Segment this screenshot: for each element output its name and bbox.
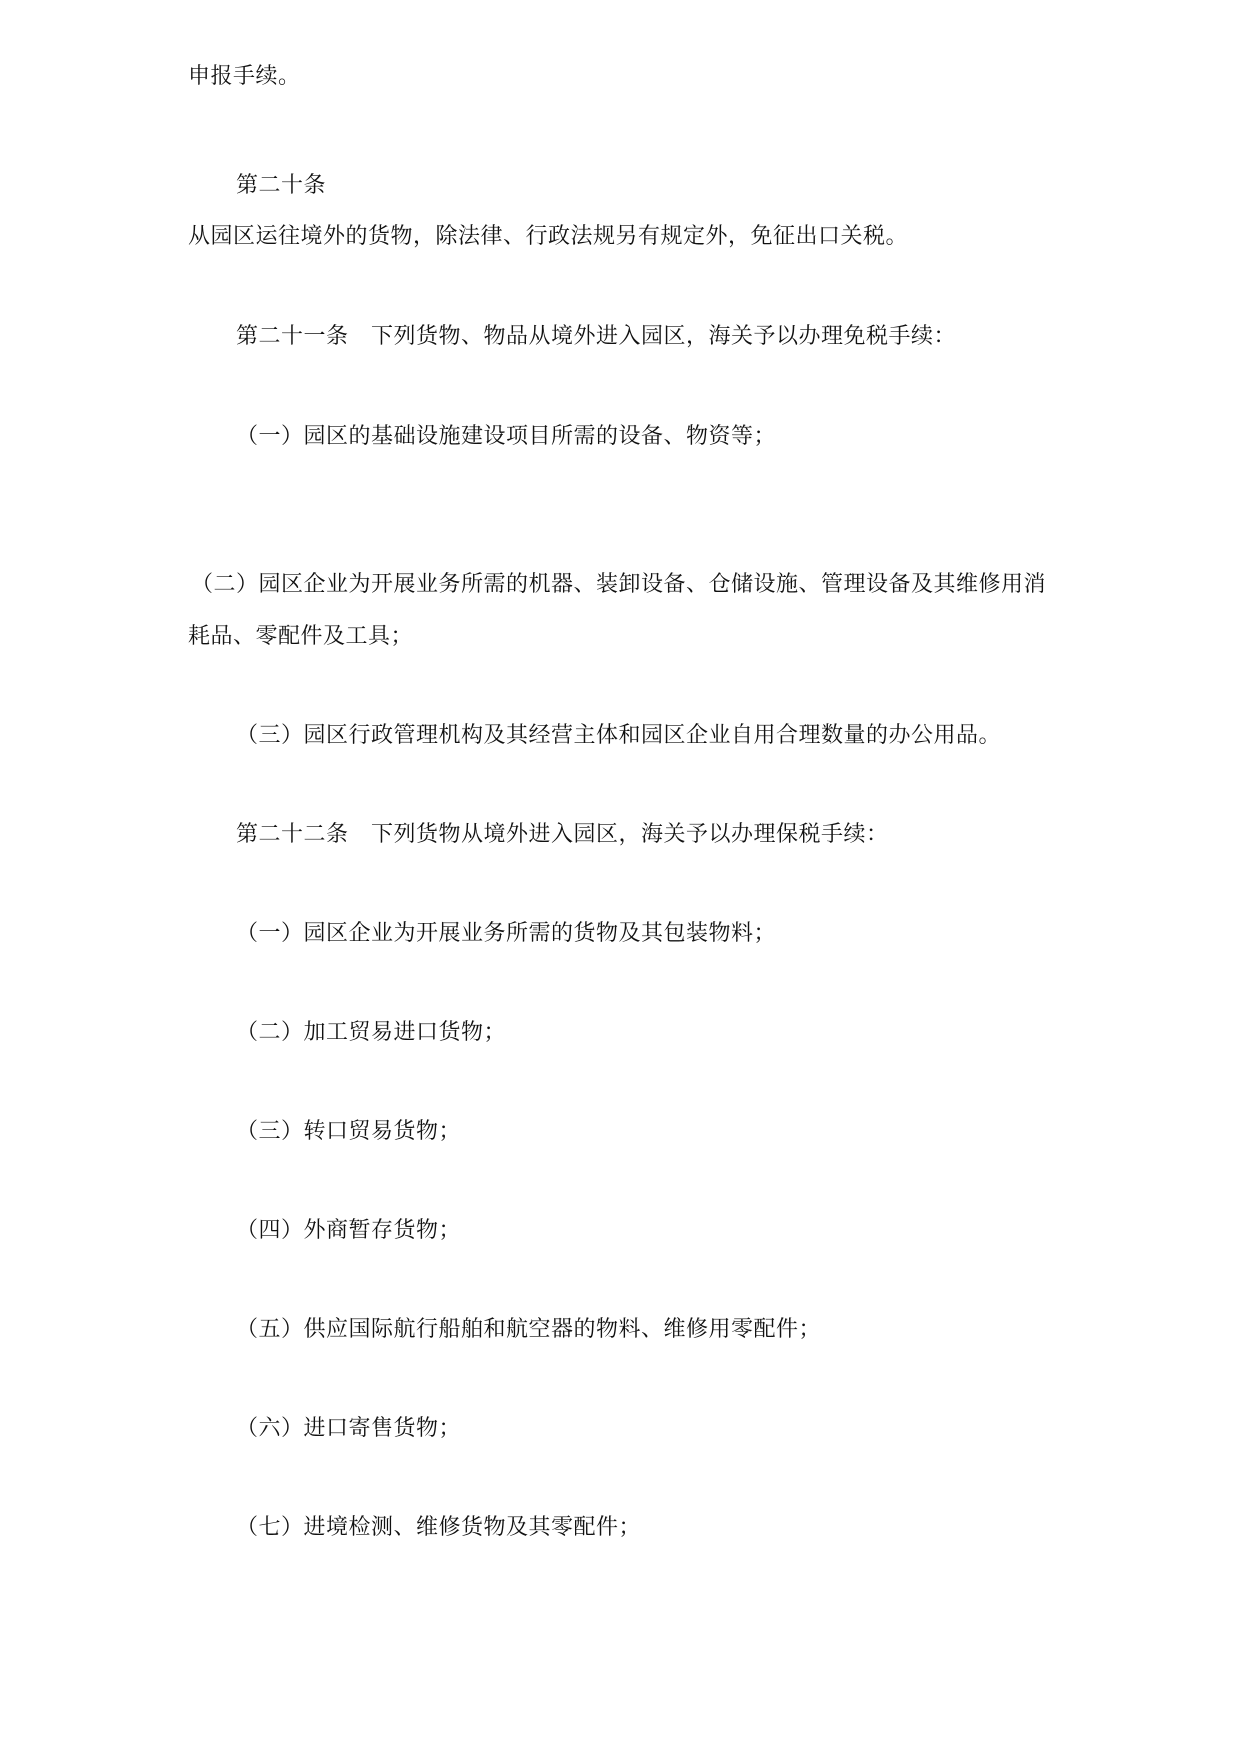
article-21-item-3: （三）园区行政管理机构及其经营主体和园区企业自用合理数量的办公用品。 <box>236 723 1002 748</box>
article-22-heading: 第二十二条 下列货物从境外进入园区，海关予以办理保税手续： <box>236 822 889 847</box>
article-21-item-2-line-1: （二）园区企业为开展业务所需的机器、装卸设备、仓储设施、管理设备及其维修用消 <box>191 572 1047 597</box>
article-20-heading: 第二十条 <box>236 173 327 198</box>
article-20-body: 从园区运往境外的货物，除法律、行政法规另有规定外，免征出口关税。 <box>188 224 909 249</box>
article-21-item-2-line-2: 耗品、零配件及工具； <box>188 624 414 649</box>
text-line-continuation: 申报手续。 <box>188 64 301 89</box>
article-22-item-5: （五）供应国际航行船舶和航空器的物料、维修用零配件； <box>236 1317 822 1342</box>
article-22-item-4: （四）外商暂存货物； <box>236 1218 462 1243</box>
article-22-item-1: （一）园区企业为开展业务所需的货物及其包装物料； <box>236 921 777 946</box>
article-22-item-7: （七）进境检测、维修货物及其零配件； <box>236 1515 642 1540</box>
article-21-heading: 第二十一条 下列货物、物品从境外进入园区，海关予以办理免税手续： <box>236 324 957 349</box>
article-22-item-3: （三）转口贸易货物； <box>236 1119 462 1144</box>
article-21-item-1: （一）园区的基础设施建设项目所需的设备、物资等； <box>236 424 777 449</box>
article-22-item-2: （二）加工贸易进口货物； <box>236 1020 507 1045</box>
article-22-item-6: （六）进口寄售货物； <box>236 1416 462 1441</box>
